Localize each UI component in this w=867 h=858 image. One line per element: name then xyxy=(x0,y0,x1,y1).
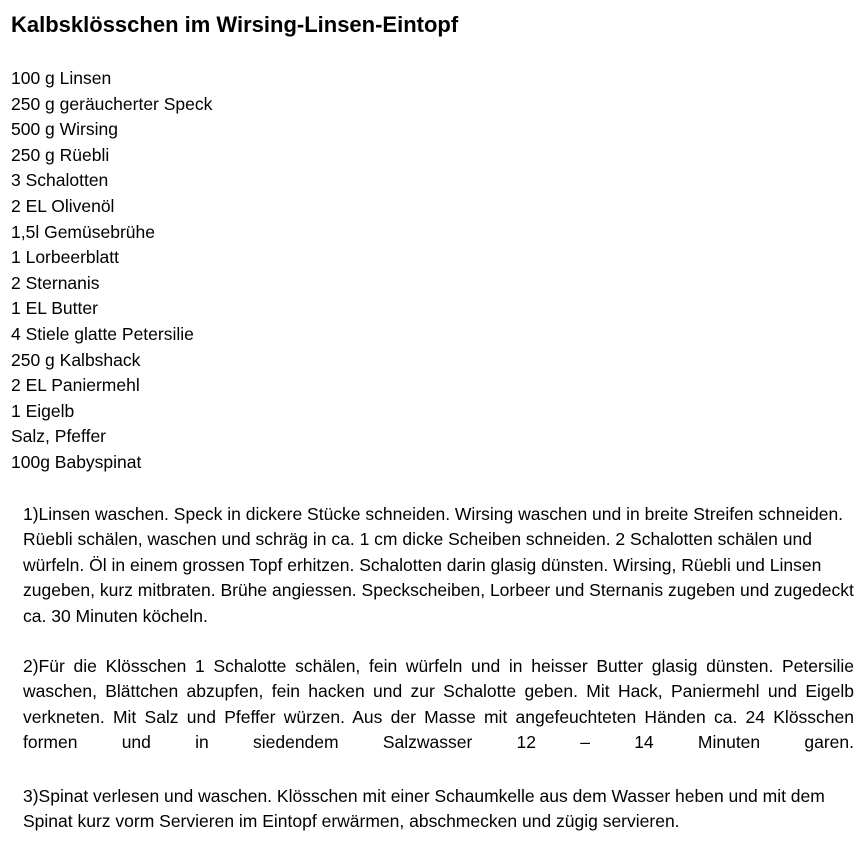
recipe-title: Kalbsklösschen im Wirsing-Linsen-Eintopf xyxy=(11,12,459,37)
ingredient-item: 4 Stiele glatte Petersilie xyxy=(11,323,194,344)
ingredient-item: 3 Schalotten xyxy=(11,170,109,191)
ingredient-item: Salz, Pfeffer xyxy=(11,426,107,447)
instruction-step-2: 2)Für die Klösschen 1 Schalotte schälen, fein würfeln und in heisser Butter glasig dünsten. Petersilie waschen, Blättchen abzupfen, fein hacken und zur Schalotte geben. Mit Hack, Paniermehl und Eigelb verkneten. Mit Salz und Pfeffer würzen. Aus der Masse mit angefeuchteten Händen ca. 24 Klösschen formen und in siedendem Salzwasser 12 – 14 Minuten garen. xyxy=(23,656,854,753)
ingredient-item: 2 EL Paniermehl xyxy=(11,375,140,396)
ingredient-item: 100g Babyspinat xyxy=(11,451,142,472)
ingredient-item: 100 g Linsen xyxy=(11,68,112,88)
ingredient-item: 250 g Rüebli xyxy=(11,144,110,165)
ingredient-item: 250 g geräucherter Speck xyxy=(11,93,213,114)
ingredient-item: 2 Sternanis xyxy=(11,272,100,293)
ingredient-item: 250 g Kalbshack xyxy=(11,349,141,370)
ingredient-list xyxy=(11,66,212,476)
ingredient-item: 1 Eigelb xyxy=(11,400,75,421)
ingredient-item: 1,5l Gemüsebrühe xyxy=(11,221,155,242)
instruction-step-1: 1)Linsen waschen. Speck in dickere Stücke schneiden. Wirsing waschen und in breite Streifen schneiden. Rüebli schälen, waschen und schräg in ca. 1 cm dicke Scheiben schneiden. 2 Schalotten schälen und würfeln. Öl in einem grossen Topf erhitzen. Schalotten darin glasig dünsten. Wirsing, Rüebli und Linsen zugeben, kurz mitbraten. Brühe angiessen. Speckscheiben, Lorbeer und Sternanis zugeben und zugedeckt ca. 30 Minuten köcheln. xyxy=(23,504,854,626)
ingredient-item: 2 EL Olivenöl xyxy=(11,195,115,216)
ingredient-item: 1 EL Butter xyxy=(11,298,98,319)
ingredient-item: 1 Lorbeerblatt xyxy=(11,247,119,268)
ingredient-item: 500 g Wirsing xyxy=(11,119,118,140)
instruction-step-3: 3)Spinat verlesen und waschen. Klösschen mit einer Schaumkelle aus dem Wasser heben und mit dem Spinat kurz vorm Servieren im Eintopf erwärmen, abschmecken und zügig servieren. xyxy=(23,786,825,832)
